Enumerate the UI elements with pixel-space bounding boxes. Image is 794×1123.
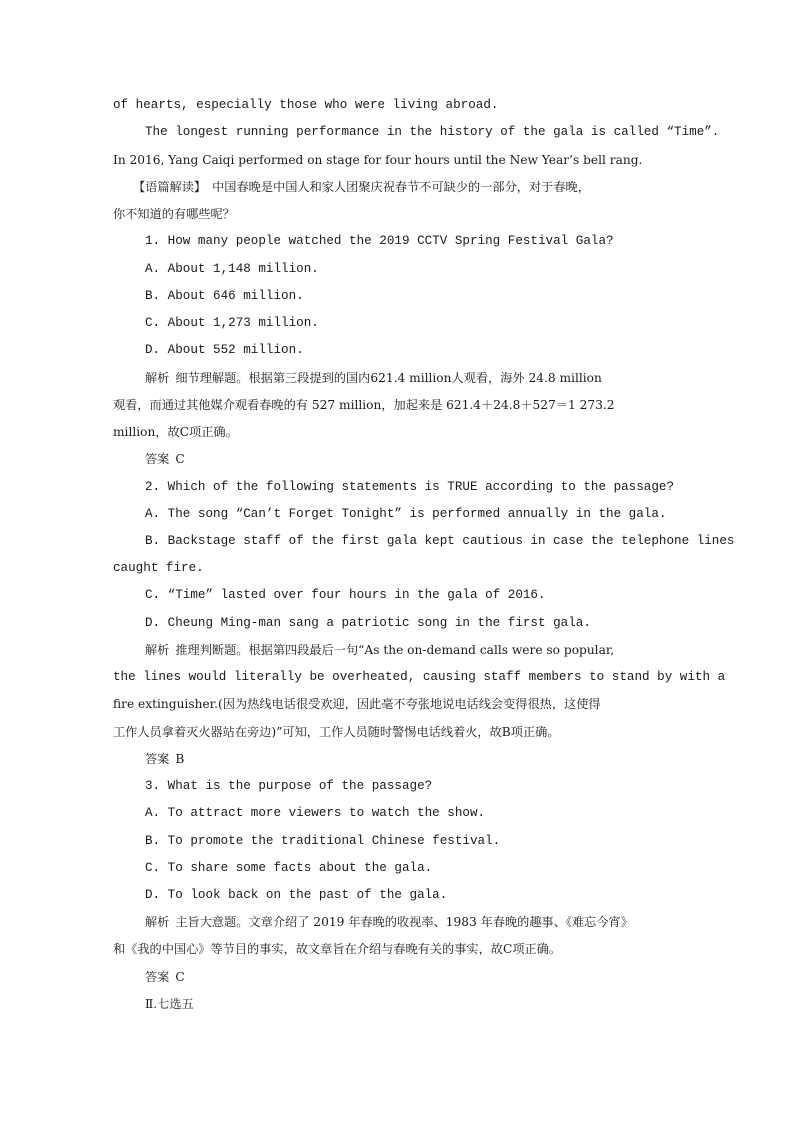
question-stem: 3. What is the purpose of the passage? — [145, 779, 433, 793]
analysis-line: million，故C项正确。 — [113, 425, 238, 439]
analysis-line: 工作人员拿着灭火器站在旁边)”可知，工作人员随时警惕电话线着火，故B项正确。 — [113, 725, 560, 739]
option: A. About 1,148 million. — [145, 262, 319, 276]
analysis — [145, 369, 685, 387]
answer — [145, 968, 685, 986]
question-stem: 1. How many people watched the 2019 CCTV Spring Festival Gala? — [145, 234, 614, 248]
analysis-line: 和《我的中国心》等节目的事实，故文章旨在介绍与春晚有关的事实，故C项正确。 — [113, 942, 562, 956]
analysis-line: fire extinguisher.(因为热线电话很受欢迎，因此毫不夸张地说电话线会变得很热，这使得 — [113, 697, 601, 711]
analysis-label: 解析 — [145, 915, 170, 929]
analysis-label: 解析 — [145, 371, 170, 385]
reading-note-label: 【语篇解读】 — [133, 180, 207, 194]
option: D. Cheung Ming-man sang a patriotic song in the first gala. — [145, 616, 591, 630]
passage-line: The longest running performance in the history of the gala is called “Time”. — [145, 125, 720, 139]
question-stem: 2. Which of the following statements is TRUE according to the passage? — [145, 480, 675, 494]
option: D. To look back on the past of the gala. — [145, 888, 448, 902]
analysis-text: 细节理解题。根据第三段提到的国内621.4 million人观看，海外 24.8 million — [175, 371, 602, 385]
option: A. To attract more viewers to watch the show. — [145, 806, 486, 820]
passage-line: In 2016, Yang Caiqi performed on stage for four hours until the New Year’s bell rang. — [113, 153, 643, 167]
analysis-label: 解析 — [145, 643, 170, 657]
answer-value: C — [175, 970, 185, 984]
analysis — [145, 913, 685, 931]
reading-note-text: 中国春晚是中国人和家人团聚庆祝春节不可缺少的一部分，对于春晚， — [212, 180, 590, 194]
option: B. Backstage staff of the first gala kept cautious in case the telephone lines — [145, 534, 735, 548]
reading-note-line: 你不知道的有哪些呢？ — [113, 207, 235, 221]
analysis-text: 推理判断题。根据第四段最后一句“As the on-demand calls were so popular, — [175, 643, 615, 657]
option: D. About 552 million. — [145, 343, 304, 357]
answer — [145, 750, 685, 768]
option: B. About 646 million. — [145, 289, 304, 303]
analysis-text: 主旨大意题。文章介绍了 2019 年春晚的收视率、1983 年春晚的趣事、《难忘今宵》 — [175, 915, 633, 929]
passage-line: of hearts, especially those who were living abroad. — [113, 98, 499, 112]
option: A. The song “Can’t Forget Tonight” is performed annually in the gala. — [145, 507, 667, 521]
answer-label: 答案 — [145, 452, 170, 466]
answer — [145, 450, 685, 468]
reading-note — [133, 178, 673, 196]
option: C. “Time” lasted over four hours in the gala of 2016. — [145, 588, 546, 602]
option: C. To share some facts about the gala. — [145, 861, 433, 875]
section-heading: Ⅱ.七选五 — [145, 997, 194, 1011]
analysis-line: 观看，而通过其他媒介观看春晚的有 527 million，加起来是 621.4＋24.8＋527＝1 273.2 — [113, 398, 615, 412]
option-continued: caught fire. — [113, 561, 204, 575]
option: B. To promote the traditional Chinese festival. — [145, 834, 501, 848]
option: C. About 1,273 million. — [145, 316, 319, 330]
answer-label: 答案 — [145, 970, 170, 984]
analysis-line: the lines would literally be overheated, causing staff members to stand by with a — [113, 670, 726, 684]
answer-value: B — [175, 752, 185, 766]
analysis — [145, 641, 685, 659]
answer-value: C — [175, 452, 185, 466]
answer-label: 答案 — [145, 752, 170, 766]
